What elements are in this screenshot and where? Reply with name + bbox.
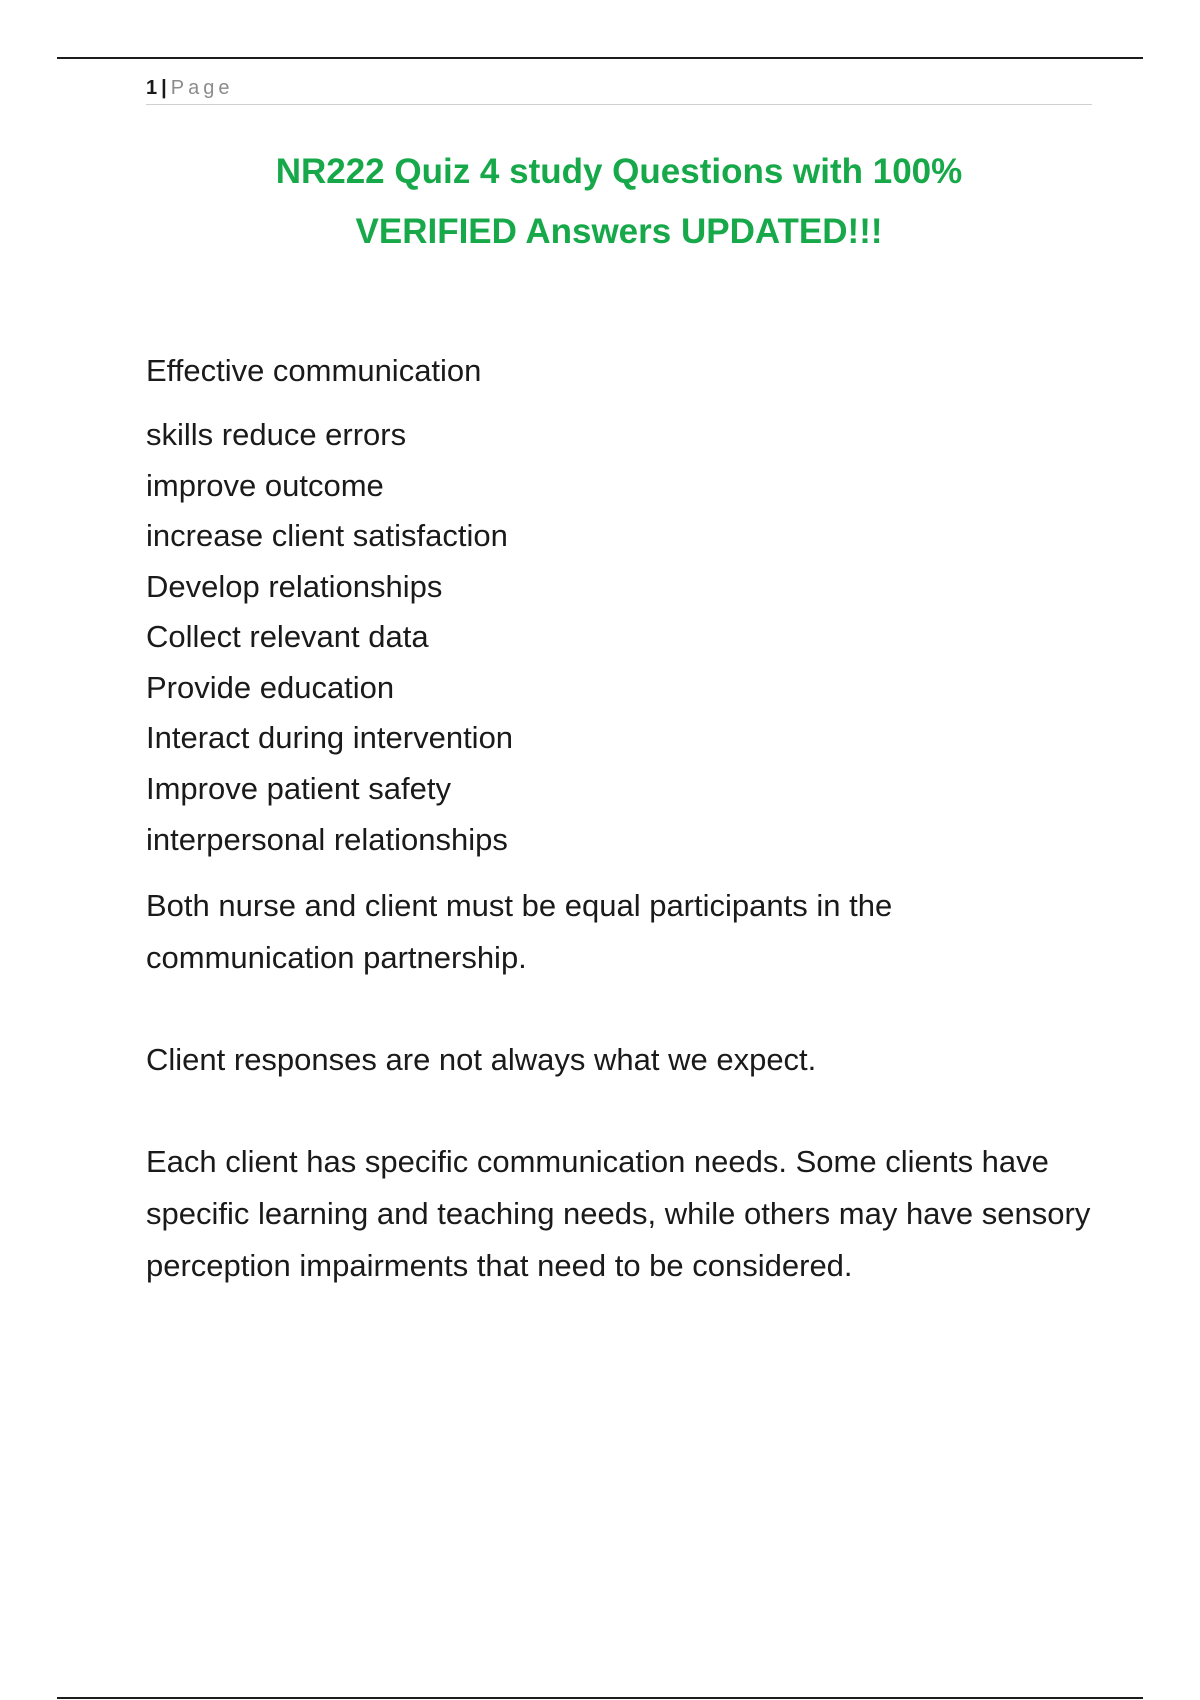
list-item: Interact during intervention — [146, 720, 514, 755]
term-effective-communication: Effective communication — [146, 353, 482, 388]
page-header — [146, 74, 1092, 105]
paragraph-client-responses: Client responses are not always what we expect. — [146, 1042, 817, 1077]
list-item: increase client satisfaction — [146, 518, 508, 553]
benefits-list — [146, 410, 1092, 814]
list-item: improve outcome — [146, 467, 384, 503]
document-body — [146, 345, 1092, 1292]
document-title — [146, 142, 1092, 262]
list-item: Collect relevant data — [146, 619, 429, 654]
page-separator: | — [161, 77, 167, 99]
bottom-rule — [57, 1697, 1143, 1699]
title-line-2: VERIFIED Answers UPDATED!!! — [355, 212, 883, 251]
top-rule — [57, 57, 1143, 59]
paragraph-equal-participants: Both nurse and client must be equal participants in the communication partnership. — [146, 888, 893, 975]
list-item: Provide education — [146, 669, 395, 705]
page-label: Page — [170, 77, 234, 99]
list-item: Improve patient safety — [146, 770, 451, 806]
paragraph-communication-needs: Each client has specific communication needs. Some clients have specific learning and teaching needs, while others may have sensory perception impairments that need to be considered. — [146, 1144, 1091, 1283]
page-number: 1 — [146, 77, 158, 99]
list-item: Develop relationships — [146, 568, 443, 604]
list-item: skills reduce errors — [146, 417, 407, 452]
term-interpersonal-relationships: interpersonal relationships — [146, 822, 508, 857]
title-line-1: NR222 Quiz 4 study Questions with 100% — [275, 152, 963, 191]
